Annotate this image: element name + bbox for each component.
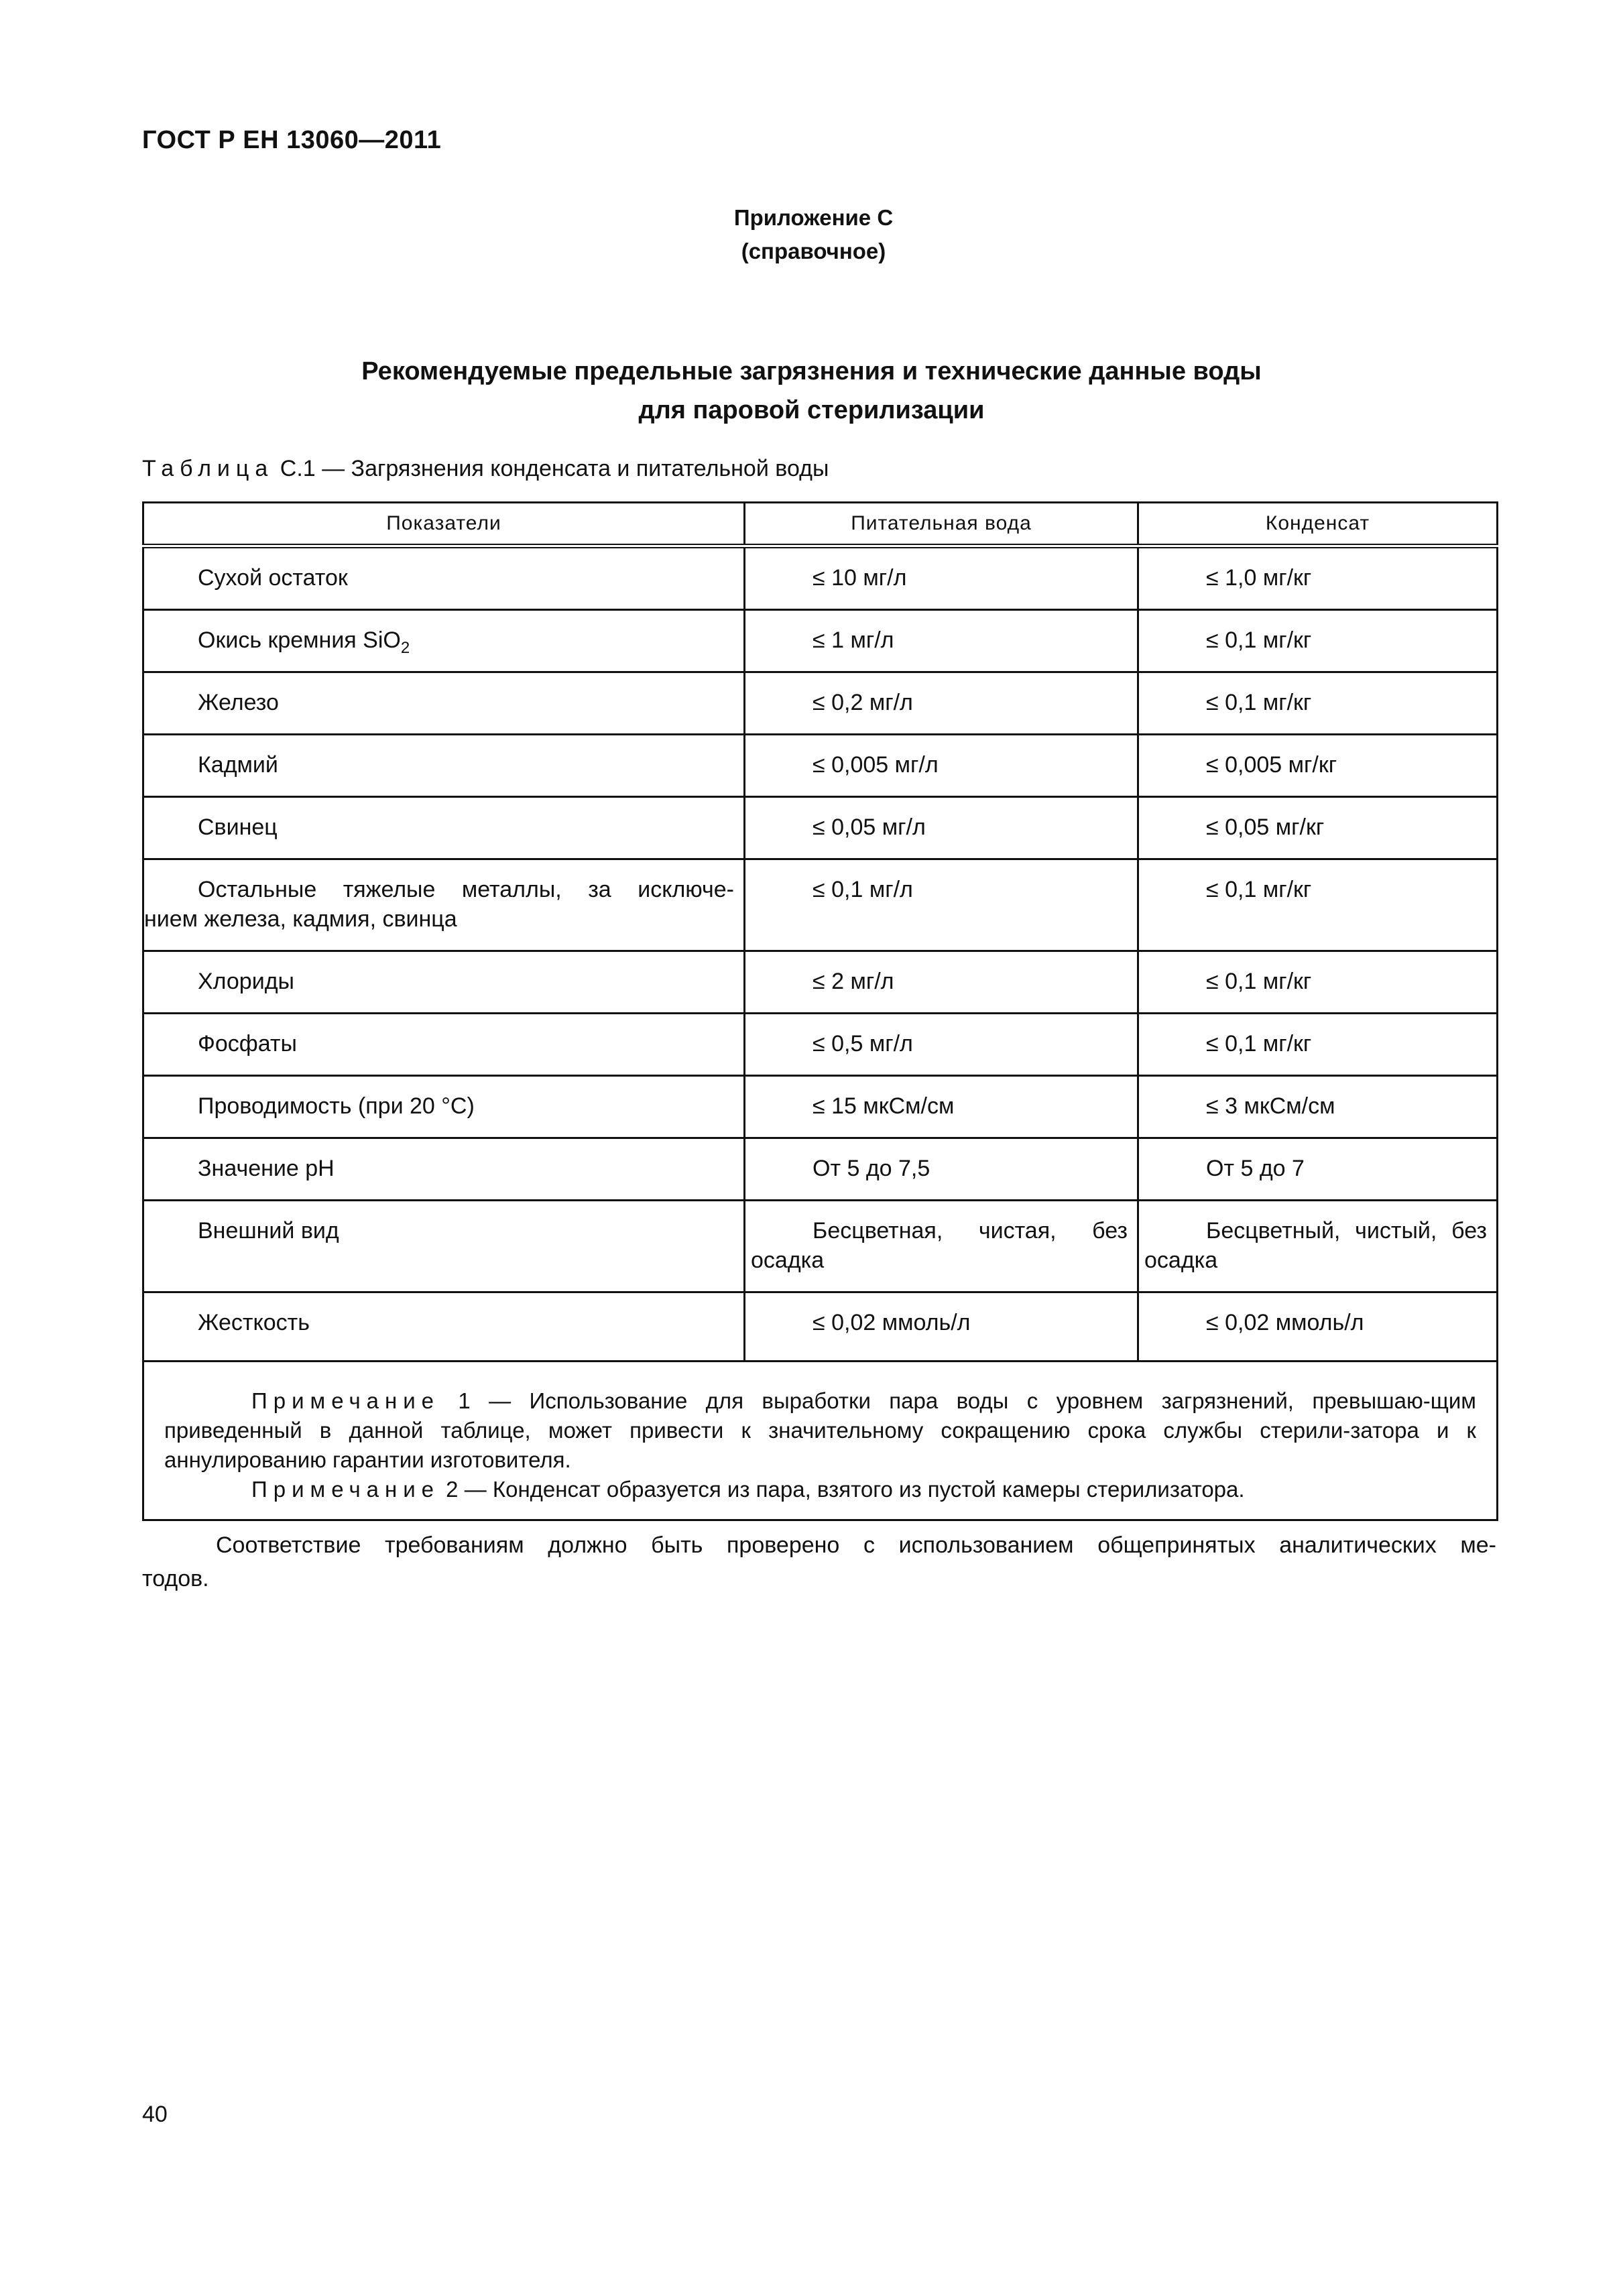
feed-water-line-1: Бесцветная, чистая, без [813, 1218, 1128, 1244]
condensate-cell: ≤ 0,05 мг/кг [1138, 797, 1498, 859]
param-cell: Сухой остаток [143, 546, 745, 610]
table-row [143, 672, 1498, 735]
table-row [143, 735, 1498, 797]
condensate-cell: ≤ 3 мкСм/см [1138, 1076, 1498, 1138]
param-cell: Железо [143, 672, 745, 735]
contamination-table [142, 501, 1498, 1521]
feed-water-cell: ≤ 0,005 мг/л [745, 735, 1138, 797]
feed-water-cell: ≤ 0,5 мг/л [745, 1014, 1138, 1076]
table-row [143, 797, 1498, 859]
condensate-cell: ≤ 1,0 мг/кг [1138, 546, 1498, 610]
note-2 [164, 1475, 1476, 1504]
condensate-cell: ≤ 0,1 мг/кг [1138, 951, 1498, 1014]
annex-heading [0, 201, 1623, 268]
param-text: Окись кремния SiO [198, 627, 401, 653]
condensate-cell: ≤ 0,1 мг/кг [1138, 610, 1498, 672]
feed-water-cell: ≤ 0,02 ммоль/л [745, 1292, 1138, 1362]
note-word: Примечание [251, 1388, 440, 1413]
param-cell: Свинец [143, 797, 745, 859]
title-line-1: Рекомендуемые предельные загрязнения и технические данные воды [361, 357, 1262, 385]
table-row [143, 1201, 1498, 1292]
column-header-feed-water: Питательная вода [745, 503, 1138, 546]
table-row [143, 1292, 1498, 1362]
table-caption-text: С.1 — Загрязнения конденсата и питательной воды [274, 456, 829, 481]
param-line-1: Остальные тяжелые металлы, за исключе- [198, 877, 734, 902]
document-title [0, 352, 1623, 430]
table-row [143, 859, 1498, 951]
condensate-cell [1138, 1201, 1498, 1292]
param-cell: Внешний вид [143, 1201, 745, 1292]
table-caption-prefix: Таблица [142, 456, 274, 481]
annex-type: (справочное) [741, 239, 886, 263]
feed-water-line-2: осадка [751, 1248, 825, 1273]
body-paragraph [142, 1528, 1496, 1595]
feed-water-cell: ≤ 15 мкСм/см [745, 1076, 1138, 1138]
param-cell: Фосфаты [143, 1014, 745, 1076]
paragraph-line-2: тодов. [142, 1566, 209, 1591]
column-header-condensate: Конденсат [1138, 503, 1498, 546]
table-row [143, 610, 1498, 672]
condensate-line-1: Бесцветный, чистый, без [1206, 1218, 1487, 1244]
note-2-text: 2 — Конденсат образуется из пара, взятого из пустой камеры стерилизатора. [440, 1477, 1245, 1502]
condensate-cell: От 5 до 7 [1138, 1138, 1498, 1201]
param-cell: Жесткость [143, 1292, 745, 1362]
feed-water-cell: ≤ 0,1 мг/л [745, 859, 1138, 951]
title-line-2: для паровой стерилизации [638, 396, 985, 424]
param-cell [143, 610, 745, 672]
condensate-cell: ≤ 0,005 мг/кг [1138, 735, 1498, 797]
param-line-2: нием железа, кадмия, свинца [144, 906, 457, 932]
table-header-row [143, 503, 1498, 546]
note-1 [164, 1386, 1476, 1475]
param-cell: Хлориды [143, 951, 745, 1014]
condensate-cell: ≤ 0,1 мг/кг [1138, 672, 1498, 735]
feed-water-cell [745, 1201, 1138, 1292]
param-cell: Кадмий [143, 735, 745, 797]
condensate-cell: ≤ 0,1 мг/кг [1138, 859, 1498, 951]
param-subscript: 2 [400, 639, 410, 657]
param-cell [143, 859, 745, 951]
param-cell: Проводимость (при 20 °С) [143, 1076, 745, 1138]
table-notes [143, 1362, 1498, 1520]
annex-label: Приложение С [733, 205, 894, 230]
feed-water-cell: ≤ 0,2 мг/л [745, 672, 1138, 735]
note-word: Примечание [251, 1477, 440, 1502]
feed-water-cell: ≤ 1 мг/л [745, 610, 1138, 672]
standard-code: ГОСТ Р ЕН 13060—2011 [142, 126, 442, 154]
paragraph-line-1: Соответствие требованиям должно быть проверено с использованием общепринятых аналитических ме- [216, 1532, 1496, 1558]
table-row [143, 1138, 1498, 1201]
feed-water-cell: ≤ 0,05 мг/л [745, 797, 1138, 859]
page-number: 40 [142, 2102, 168, 2127]
table-row [143, 1076, 1498, 1138]
condensate-line-2: осадка [1144, 1248, 1218, 1273]
feed-water-cell: От 5 до 7,5 [745, 1138, 1138, 1201]
param-cell: Значение рН [143, 1138, 745, 1201]
table-caption [142, 456, 829, 482]
feed-water-cell: ≤ 2 мг/л [745, 951, 1138, 1014]
table-row [143, 546, 1498, 610]
feed-water-cell: ≤ 10 мг/л [745, 546, 1138, 610]
column-header-parameters: Показатели [143, 503, 745, 546]
table-row [143, 951, 1498, 1014]
condensate-cell: ≤ 0,02 ммоль/л [1138, 1292, 1498, 1362]
table-row [143, 1014, 1498, 1076]
note-1-text: 1 — Использование для выработки пара воды с уровнем загрязнений, превышаю-щим приведенный в данной таблице, может привести к значительному сокращению срока службы стерили-затора и к аннулированию гарантии изготовителя. [164, 1388, 1476, 1472]
condensate-cell: ≤ 0,1 мг/кг [1138, 1014, 1498, 1076]
table-notes-row [143, 1362, 1498, 1520]
